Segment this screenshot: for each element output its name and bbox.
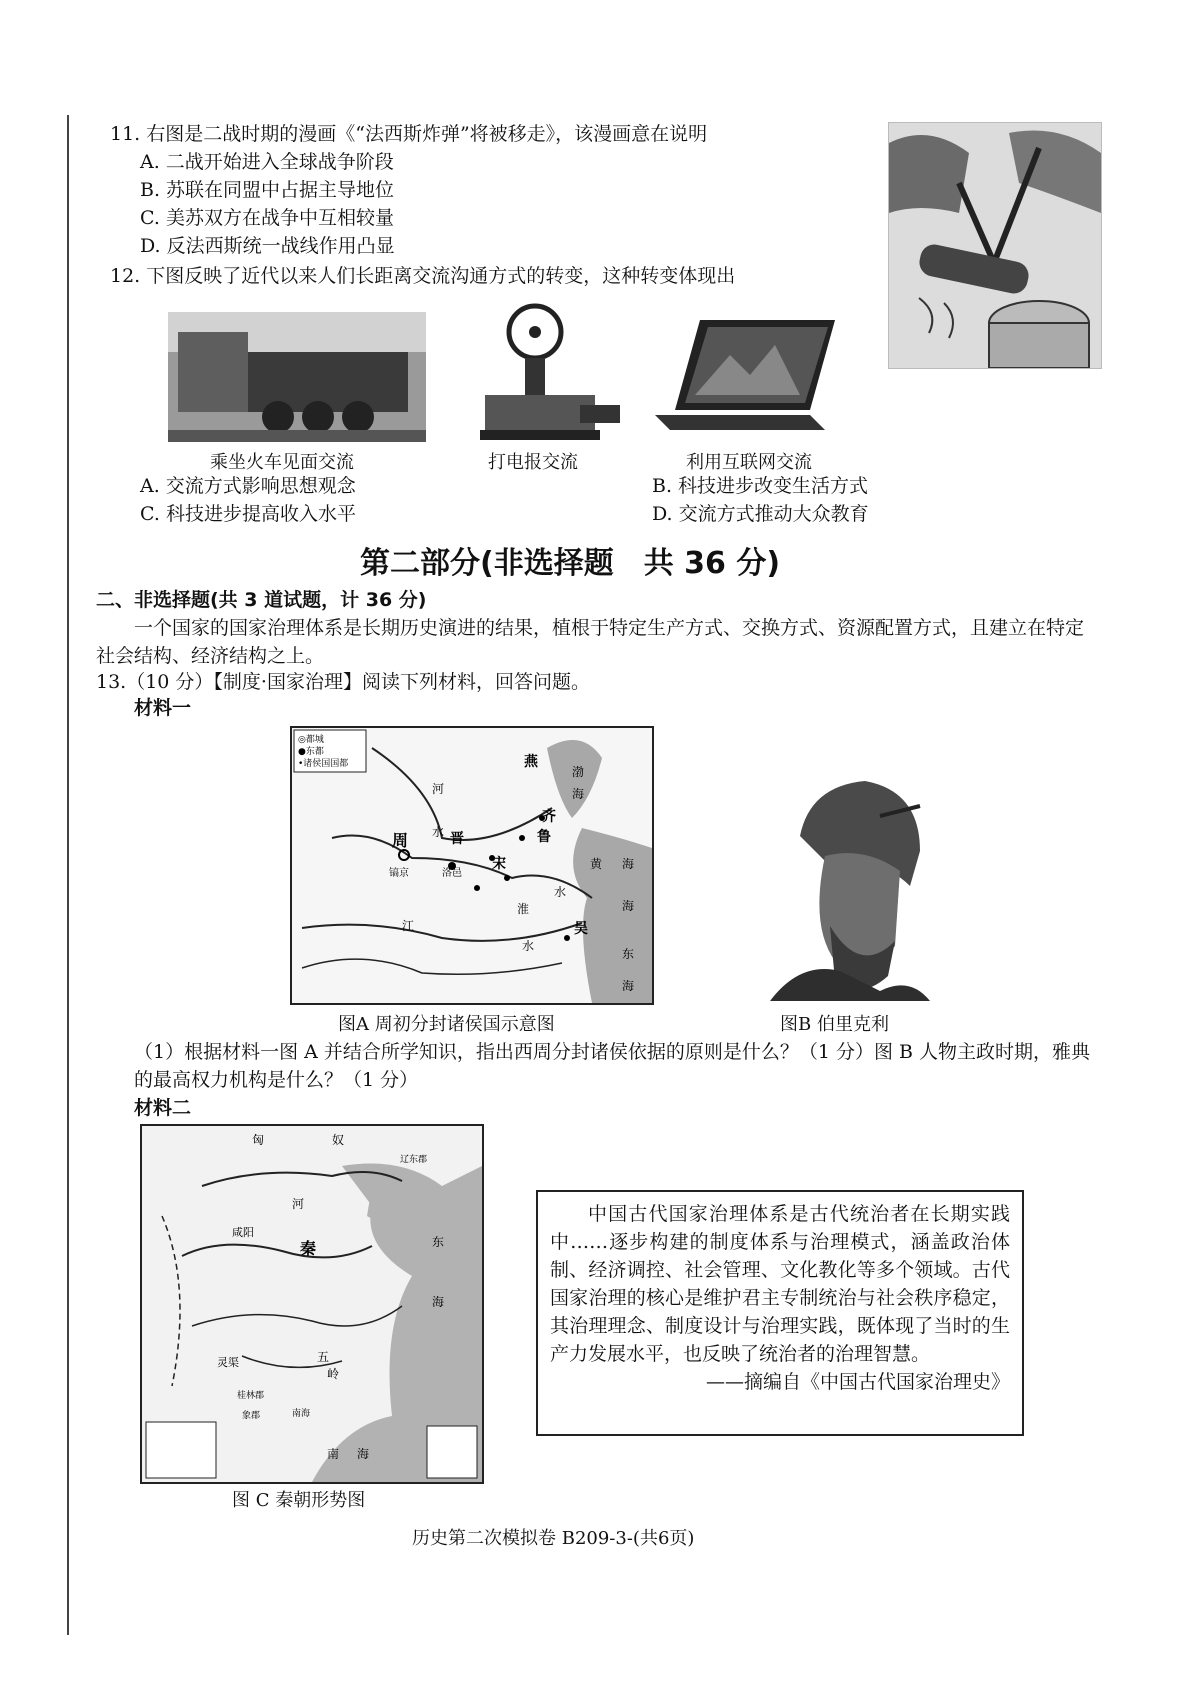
caption-internet: 利用互联网交流	[686, 452, 812, 473]
map-a-label-shui2: 水	[554, 885, 567, 899]
train-photo	[168, 312, 426, 442]
part2-intro: 一个国家的国家治理体系是长期历史演进的结果，植根于特定生产方式、交换方式、资源配置方式，且建立在特定社会结构、经济结构之上。	[96, 617, 1085, 667]
part2-section-heading: 二、非选择题(共 3 道试题，计 36 分)	[96, 589, 427, 611]
q11-option-a: A. 二战开始进入全球战争阶段	[140, 151, 394, 173]
map-c-label-liaodong: 辽东郡	[400, 1155, 428, 1165]
q13-sub-question-1: （1）根据材料一图 A 并结合所学知识，指出西周分封诸侯依据的原则是什么？（1 分）图 B 人物主政时期，雅典的最高权力机构是什么？（1 分）	[134, 1041, 1091, 1091]
map-a-label-qi: 齐	[542, 809, 556, 825]
pericles-bust	[770, 776, 930, 1001]
caption-train: 乘坐火车见面交流	[210, 452, 354, 473]
map-a-label-jiang: 江	[402, 919, 415, 933]
map-a-label-wu: 吴	[574, 921, 588, 937]
map-a-label-he: 河	[432, 782, 445, 796]
fig-c-caption: 图 C 秦朝形势图	[232, 1490, 366, 1511]
laptop-photo	[650, 315, 840, 440]
q12-option-d: D. 交流方式推动大众教育	[652, 503, 869, 525]
map-c-label-lingqu: 灵渠	[217, 1356, 239, 1369]
map-a-label-dong: 东	[622, 947, 635, 961]
map-a-label-song: 宋	[492, 856, 506, 872]
material-1-label: 材料一	[134, 697, 192, 719]
page-footer: 历史第二次模拟卷 B209-3-(共6页)	[412, 1528, 695, 1549]
map-c-label-nanhai: 南海	[292, 1409, 311, 1419]
map-a-label-haojing: 镐京	[389, 868, 409, 879]
map-c-label-nan: 南	[327, 1447, 340, 1461]
fig-b-caption: 图B 伯里克利	[780, 1014, 889, 1035]
map-c-label-xianyang: 咸阳	[232, 1226, 254, 1239]
q11-option-b: B. 苏联在同盟中占据主导地位	[140, 179, 395, 201]
q12-option-b: B. 科技进步改变生活方式	[652, 475, 869, 497]
material-2-quote-box	[536, 1190, 1024, 1436]
material-2-quote-source: ——摘编自《中国古代国家治理史》	[705, 1371, 1010, 1393]
map-a-legend-vassal-capital: •诸侯国国都	[298, 759, 349, 769]
map-c-label-nu: 奴	[332, 1133, 345, 1147]
map-c-qin-dynasty	[140, 1124, 484, 1484]
map-c-label-guilin: 桂林郡	[237, 1391, 265, 1401]
map-a-label-shui3: 水	[522, 939, 535, 953]
map-a-label-hai3: 海	[622, 899, 635, 913]
map-c-label-wu: 五	[317, 1350, 330, 1364]
fascist-bomb-cartoon	[888, 122, 1102, 369]
map-a-label-yan: 燕	[524, 754, 538, 770]
material-2-label: 材料二	[134, 1097, 192, 1119]
map-a-label-hai1: 海	[572, 787, 585, 801]
telegraph-photo	[470, 300, 630, 450]
map-a-label-bohai: 渤	[572, 765, 585, 779]
q12-option-c: C. 科技进步提高收入水平	[140, 503, 356, 525]
map-a-legend-east-capital: ●东都	[298, 747, 324, 757]
q12-stem: 12. 下图反映了近代以来人们长距离交流沟通方式的转变，这种转变体现出	[110, 265, 736, 287]
map-a-label-jin: 晋	[450, 831, 464, 847]
map-c-label-he: 河	[292, 1197, 305, 1211]
map-a-label-huai: 淮	[517, 902, 530, 916]
map-a-label-hai4: 海	[622, 979, 635, 993]
map-a-legend-capital: ◎都城	[298, 735, 324, 745]
map-c-label-ling: 岭	[327, 1367, 340, 1381]
q11-stem: 11. 右图是二战时期的漫画《“法西斯炸弹”将被移走》，该漫画意在说明	[110, 123, 708, 145]
map-a-label-lu: 鲁	[537, 829, 551, 845]
margin-line	[67, 115, 69, 1635]
part2-title: 第二部分(非选择题 共 36 分)	[360, 546, 781, 581]
map-a-label-shui1: 水	[432, 825, 445, 839]
map-a-label-hai2: 海	[622, 857, 635, 871]
map-c-label-hai2: 海	[357, 1447, 370, 1461]
map-c-label-qin: 秦	[300, 1239, 317, 1258]
caption-telegraph: 打电报交流	[488, 452, 578, 473]
map-c-label-xiang: 象郡	[242, 1411, 261, 1421]
map-c-label-xiong: 匈	[252, 1133, 265, 1147]
fig-a-caption: 图A 周初分封诸侯国示意图	[338, 1014, 555, 1035]
q11-option-d: D. 反法西斯统一战线作用凸显	[140, 235, 395, 257]
map-a-label-huang: 黄	[590, 857, 603, 871]
q11-option-c: C. 美苏双方在战争中互相较量	[140, 207, 394, 229]
map-a-label-luoyi: 洛邑	[442, 868, 462, 879]
q13-stem: 13.（10 分）【制度·国家治理】阅读下列材料，回答问题。	[96, 671, 590, 693]
material-2-quote-text: 中国古代国家治理体系是古代统治者在长期实践中……逐步构建的制度体系与治理模式，涵盖政治体制、经济调控、社会管理、文化教化等多个领域。古代国家治理的核心是维护君主专制统治与社会秩序稳定，其治理理念、制度设计与治理实践，既体现了当时的生产力发展水平，也反映了统治者的治理智慧。	[550, 1203, 1010, 1365]
q12-option-a: A. 交流方式影响思想观念	[140, 475, 356, 497]
map-a-zhou-fiefs	[290, 726, 654, 1005]
map-c-label-dong: 东	[432, 1235, 445, 1249]
map-a-label-zhou: 周	[392, 831, 409, 850]
map-c-label-hai: 海	[432, 1295, 445, 1309]
